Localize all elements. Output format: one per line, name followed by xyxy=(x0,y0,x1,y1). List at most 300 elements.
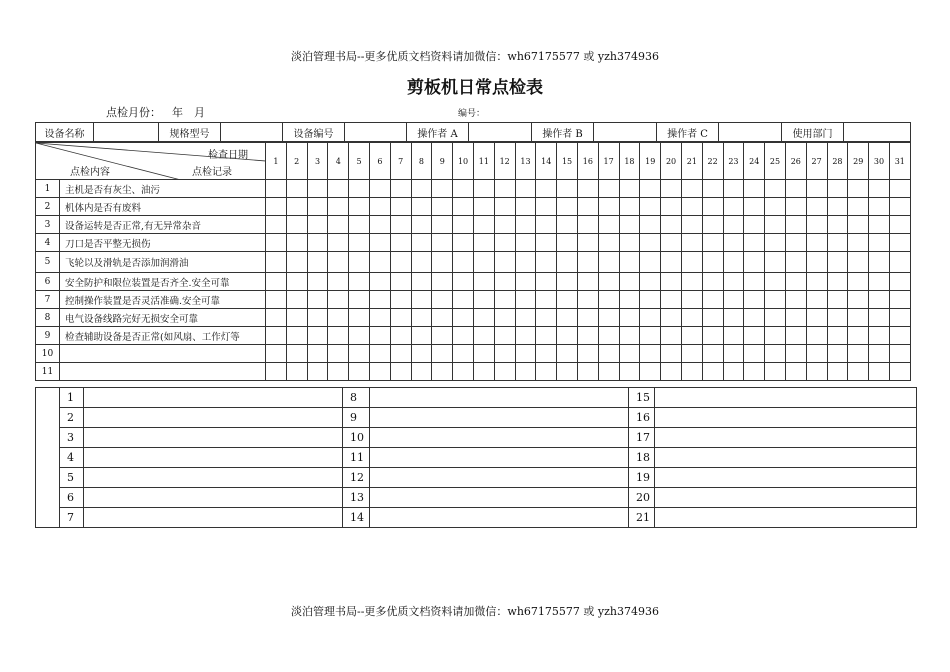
check-cell[interactable] xyxy=(557,345,578,363)
check-cell[interactable] xyxy=(494,327,515,345)
check-cell[interactable] xyxy=(369,291,390,309)
check-cell[interactable] xyxy=(765,363,786,381)
check-cell[interactable] xyxy=(702,309,723,327)
check-cell[interactable] xyxy=(785,180,806,198)
check-cell[interactable] xyxy=(515,291,536,309)
check-cell[interactable] xyxy=(619,234,640,252)
check-cell[interactable] xyxy=(432,252,453,273)
check-cell[interactable] xyxy=(494,180,515,198)
check-cell[interactable] xyxy=(536,327,557,345)
check-cell[interactable] xyxy=(640,180,661,198)
check-cell[interactable] xyxy=(494,309,515,327)
check-cell[interactable] xyxy=(869,273,890,291)
remark-entry[interactable] xyxy=(370,468,629,488)
check-cell[interactable] xyxy=(827,345,848,363)
check-cell[interactable] xyxy=(307,216,328,234)
check-cell[interactable] xyxy=(661,327,682,345)
check-cell[interactable] xyxy=(411,273,432,291)
check-cell[interactable] xyxy=(286,252,307,273)
value-operator-c[interactable] xyxy=(719,123,782,142)
check-cell[interactable] xyxy=(494,234,515,252)
value-equipment-name[interactable] xyxy=(94,123,159,142)
check-cell[interactable] xyxy=(577,198,598,216)
check-cell[interactable] xyxy=(827,327,848,345)
check-cell[interactable] xyxy=(536,216,557,234)
check-cell[interactable] xyxy=(349,291,370,309)
check-cell[interactable] xyxy=(577,234,598,252)
check-cell[interactable] xyxy=(473,291,494,309)
check-cell[interactable] xyxy=(848,309,869,327)
check-cell[interactable] xyxy=(723,291,744,309)
check-cell[interactable] xyxy=(266,252,287,273)
check-cell[interactable] xyxy=(869,234,890,252)
check-cell[interactable] xyxy=(785,234,806,252)
check-cell[interactable] xyxy=(328,309,349,327)
check-cell[interactable] xyxy=(411,327,432,345)
check-cell[interactable] xyxy=(681,327,702,345)
check-cell[interactable] xyxy=(557,234,578,252)
check-cell[interactable] xyxy=(640,216,661,234)
check-cell[interactable] xyxy=(536,363,557,381)
check-cell[interactable] xyxy=(286,234,307,252)
check-cell[interactable] xyxy=(536,180,557,198)
check-cell[interactable] xyxy=(286,198,307,216)
check-cell[interactable] xyxy=(640,309,661,327)
check-cell[interactable] xyxy=(266,234,287,252)
check-cell[interactable] xyxy=(369,273,390,291)
check-cell[interactable] xyxy=(307,345,328,363)
check-cell[interactable] xyxy=(536,291,557,309)
check-cell[interactable] xyxy=(744,327,765,345)
check-cell[interactable] xyxy=(827,216,848,234)
check-cell[interactable] xyxy=(349,198,370,216)
check-cell[interactable] xyxy=(598,363,619,381)
remark-entry[interactable] xyxy=(370,488,629,508)
check-cell[interactable] xyxy=(369,363,390,381)
check-cell[interactable] xyxy=(723,345,744,363)
check-cell[interactable] xyxy=(619,291,640,309)
check-cell[interactable] xyxy=(785,252,806,273)
check-cell[interactable] xyxy=(806,180,827,198)
check-cell[interactable] xyxy=(328,327,349,345)
value-operator-a[interactable] xyxy=(469,123,532,142)
check-cell[interactable] xyxy=(723,327,744,345)
check-cell[interactable] xyxy=(702,273,723,291)
check-cell[interactable] xyxy=(702,363,723,381)
check-cell[interactable] xyxy=(765,252,786,273)
check-cell[interactable] xyxy=(806,309,827,327)
check-cell[interactable] xyxy=(286,216,307,234)
check-cell[interactable] xyxy=(661,345,682,363)
check-cell[interactable] xyxy=(702,252,723,273)
check-cell[interactable] xyxy=(577,345,598,363)
check-cell[interactable] xyxy=(827,309,848,327)
check-cell[interactable] xyxy=(557,309,578,327)
check-cell[interactable] xyxy=(432,327,453,345)
remark-entry[interactable] xyxy=(370,408,629,428)
check-cell[interactable] xyxy=(661,363,682,381)
remark-entry[interactable] xyxy=(370,428,629,448)
check-cell[interactable] xyxy=(765,234,786,252)
check-cell[interactable] xyxy=(848,345,869,363)
check-cell[interactable] xyxy=(411,198,432,216)
check-cell[interactable] xyxy=(557,291,578,309)
check-cell[interactable] xyxy=(744,309,765,327)
check-cell[interactable] xyxy=(390,180,411,198)
check-cell[interactable] xyxy=(494,216,515,234)
check-cell[interactable] xyxy=(785,291,806,309)
check-cell[interactable] xyxy=(432,216,453,234)
check-cell[interactable] xyxy=(661,252,682,273)
check-cell[interactable] xyxy=(869,327,890,345)
remark-entry[interactable] xyxy=(655,428,917,448)
check-cell[interactable] xyxy=(349,309,370,327)
check-cell[interactable] xyxy=(889,180,910,198)
check-cell[interactable] xyxy=(723,234,744,252)
check-cell[interactable] xyxy=(640,234,661,252)
check-cell[interactable] xyxy=(286,363,307,381)
check-cell[interactable] xyxy=(473,327,494,345)
check-cell[interactable] xyxy=(619,327,640,345)
check-cell[interactable] xyxy=(681,252,702,273)
remark-entry[interactable] xyxy=(655,508,917,528)
check-cell[interactable] xyxy=(266,291,287,309)
check-cell[interactable] xyxy=(681,234,702,252)
check-cell[interactable] xyxy=(349,234,370,252)
check-cell[interactable] xyxy=(806,198,827,216)
check-cell[interactable] xyxy=(681,216,702,234)
check-cell[interactable] xyxy=(266,216,287,234)
check-cell[interactable] xyxy=(765,273,786,291)
check-cell[interactable] xyxy=(702,345,723,363)
check-cell[interactable] xyxy=(349,327,370,345)
check-cell[interactable] xyxy=(307,291,328,309)
remark-entry[interactable] xyxy=(84,428,343,448)
check-cell[interactable] xyxy=(681,291,702,309)
check-cell[interactable] xyxy=(307,252,328,273)
check-cell[interactable] xyxy=(494,198,515,216)
check-cell[interactable] xyxy=(432,180,453,198)
check-cell[interactable] xyxy=(619,180,640,198)
value-equipment-no[interactable] xyxy=(345,123,407,142)
check-cell[interactable] xyxy=(889,216,910,234)
check-cell[interactable] xyxy=(806,252,827,273)
check-cell[interactable] xyxy=(640,252,661,273)
check-cell[interactable] xyxy=(744,252,765,273)
check-cell[interactable] xyxy=(557,216,578,234)
check-cell[interactable] xyxy=(889,327,910,345)
check-cell[interactable] xyxy=(640,327,661,345)
check-cell[interactable] xyxy=(307,180,328,198)
check-cell[interactable] xyxy=(869,216,890,234)
check-cell[interactable] xyxy=(640,345,661,363)
check-cell[interactable] xyxy=(515,327,536,345)
check-cell[interactable] xyxy=(640,198,661,216)
check-cell[interactable] xyxy=(619,363,640,381)
check-cell[interactable] xyxy=(536,309,557,327)
check-cell[interactable] xyxy=(328,234,349,252)
check-cell[interactable] xyxy=(827,198,848,216)
check-cell[interactable] xyxy=(557,180,578,198)
check-cell[interactable] xyxy=(536,198,557,216)
check-cell[interactable] xyxy=(349,216,370,234)
check-cell[interactable] xyxy=(785,363,806,381)
check-cell[interactable] xyxy=(889,198,910,216)
check-cell[interactable] xyxy=(723,363,744,381)
check-cell[interactable] xyxy=(827,273,848,291)
check-cell[interactable] xyxy=(744,234,765,252)
check-cell[interactable] xyxy=(848,234,869,252)
check-cell[interactable] xyxy=(744,345,765,363)
remark-entry[interactable] xyxy=(655,408,917,428)
check-cell[interactable] xyxy=(369,309,390,327)
check-cell[interactable] xyxy=(369,345,390,363)
check-cell[interactable] xyxy=(661,273,682,291)
check-cell[interactable] xyxy=(390,345,411,363)
check-cell[interactable] xyxy=(806,216,827,234)
remark-entry[interactable] xyxy=(84,448,343,468)
check-cell[interactable] xyxy=(557,363,578,381)
check-cell[interactable] xyxy=(681,309,702,327)
check-cell[interactable] xyxy=(494,363,515,381)
check-cell[interactable] xyxy=(307,327,328,345)
check-cell[interactable] xyxy=(369,180,390,198)
check-cell[interactable] xyxy=(848,180,869,198)
check-cell[interactable] xyxy=(390,252,411,273)
check-cell[interactable] xyxy=(349,363,370,381)
check-cell[interactable] xyxy=(411,252,432,273)
check-cell[interactable] xyxy=(453,327,474,345)
check-cell[interactable] xyxy=(869,363,890,381)
check-cell[interactable] xyxy=(765,198,786,216)
check-cell[interactable] xyxy=(515,363,536,381)
check-cell[interactable] xyxy=(453,216,474,234)
check-cell[interactable] xyxy=(453,234,474,252)
check-cell[interactable] xyxy=(598,345,619,363)
check-cell[interactable] xyxy=(640,363,661,381)
check-cell[interactable] xyxy=(598,252,619,273)
check-cell[interactable] xyxy=(266,198,287,216)
check-cell[interactable] xyxy=(557,273,578,291)
check-cell[interactable] xyxy=(661,180,682,198)
check-cell[interactable] xyxy=(848,291,869,309)
check-cell[interactable] xyxy=(473,345,494,363)
check-cell[interactable] xyxy=(869,198,890,216)
check-cell[interactable] xyxy=(390,327,411,345)
check-cell[interactable] xyxy=(806,327,827,345)
check-cell[interactable] xyxy=(889,363,910,381)
check-cell[interactable] xyxy=(390,198,411,216)
check-cell[interactable] xyxy=(869,180,890,198)
check-cell[interactable] xyxy=(349,345,370,363)
check-cell[interactable] xyxy=(515,273,536,291)
check-cell[interactable] xyxy=(744,363,765,381)
remark-entry[interactable] xyxy=(655,468,917,488)
check-cell[interactable] xyxy=(369,252,390,273)
check-cell[interactable] xyxy=(515,198,536,216)
check-cell[interactable] xyxy=(453,309,474,327)
check-cell[interactable] xyxy=(765,309,786,327)
check-cell[interactable] xyxy=(515,252,536,273)
check-cell[interactable] xyxy=(827,180,848,198)
check-cell[interactable] xyxy=(328,180,349,198)
check-cell[interactable] xyxy=(453,345,474,363)
check-cell[interactable] xyxy=(411,363,432,381)
check-cell[interactable] xyxy=(889,252,910,273)
check-cell[interactable] xyxy=(432,363,453,381)
check-cell[interactable] xyxy=(765,327,786,345)
check-cell[interactable] xyxy=(328,363,349,381)
check-cell[interactable] xyxy=(349,180,370,198)
check-cell[interactable] xyxy=(266,273,287,291)
check-cell[interactable] xyxy=(598,198,619,216)
check-cell[interactable] xyxy=(473,363,494,381)
remark-entry[interactable] xyxy=(84,408,343,428)
check-cell[interactable] xyxy=(619,345,640,363)
check-cell[interactable] xyxy=(453,198,474,216)
check-cell[interactable] xyxy=(369,327,390,345)
check-cell[interactable] xyxy=(661,291,682,309)
check-cell[interactable] xyxy=(473,252,494,273)
check-cell[interactable] xyxy=(661,234,682,252)
check-cell[interactable] xyxy=(536,345,557,363)
remark-entry[interactable] xyxy=(84,468,343,488)
remark-entry[interactable] xyxy=(370,508,629,528)
check-cell[interactable] xyxy=(619,198,640,216)
check-cell[interactable] xyxy=(848,363,869,381)
check-cell[interactable] xyxy=(889,309,910,327)
check-cell[interactable] xyxy=(390,273,411,291)
check-cell[interactable] xyxy=(640,273,661,291)
check-cell[interactable] xyxy=(889,273,910,291)
check-cell[interactable] xyxy=(577,252,598,273)
check-cell[interactable] xyxy=(827,291,848,309)
check-cell[interactable] xyxy=(577,363,598,381)
check-cell[interactable] xyxy=(473,180,494,198)
check-cell[interactable] xyxy=(328,252,349,273)
check-cell[interactable] xyxy=(681,363,702,381)
check-cell[interactable] xyxy=(577,291,598,309)
remark-entry[interactable] xyxy=(370,448,629,468)
check-cell[interactable] xyxy=(806,345,827,363)
check-cell[interactable] xyxy=(744,216,765,234)
check-cell[interactable] xyxy=(390,216,411,234)
check-cell[interactable] xyxy=(869,291,890,309)
check-cell[interactable] xyxy=(494,252,515,273)
check-cell[interactable] xyxy=(598,291,619,309)
check-cell[interactable] xyxy=(765,216,786,234)
remark-entry[interactable] xyxy=(655,448,917,468)
check-cell[interactable] xyxy=(453,252,474,273)
check-cell[interactable] xyxy=(702,234,723,252)
check-cell[interactable] xyxy=(744,198,765,216)
check-cell[interactable] xyxy=(473,198,494,216)
check-cell[interactable] xyxy=(702,216,723,234)
check-cell[interactable] xyxy=(723,180,744,198)
check-cell[interactable] xyxy=(681,345,702,363)
check-cell[interactable] xyxy=(328,345,349,363)
check-cell[interactable] xyxy=(307,234,328,252)
check-cell[interactable] xyxy=(806,234,827,252)
check-cell[interactable] xyxy=(286,345,307,363)
check-cell[interactable] xyxy=(286,180,307,198)
check-cell[interactable] xyxy=(806,363,827,381)
check-cell[interactable] xyxy=(411,291,432,309)
check-cell[interactable] xyxy=(453,180,474,198)
check-cell[interactable] xyxy=(286,291,307,309)
check-cell[interactable] xyxy=(723,252,744,273)
check-cell[interactable] xyxy=(328,273,349,291)
check-cell[interactable] xyxy=(889,345,910,363)
value-department[interactable] xyxy=(844,123,911,142)
check-cell[interactable] xyxy=(577,327,598,345)
check-cell[interactable] xyxy=(411,345,432,363)
check-cell[interactable] xyxy=(432,273,453,291)
check-cell[interactable] xyxy=(390,363,411,381)
check-cell[interactable] xyxy=(827,234,848,252)
check-cell[interactable] xyxy=(848,327,869,345)
check-cell[interactable] xyxy=(640,291,661,309)
check-cell[interactable] xyxy=(266,180,287,198)
check-cell[interactable] xyxy=(785,273,806,291)
check-cell[interactable] xyxy=(349,252,370,273)
remark-entry[interactable] xyxy=(655,488,917,508)
check-cell[interactable] xyxy=(661,198,682,216)
check-cell[interactable] xyxy=(536,234,557,252)
check-cell[interactable] xyxy=(723,273,744,291)
check-cell[interactable] xyxy=(390,234,411,252)
check-cell[interactable] xyxy=(577,216,598,234)
remark-entry[interactable] xyxy=(655,388,917,408)
check-cell[interactable] xyxy=(432,291,453,309)
check-cell[interactable] xyxy=(619,309,640,327)
check-cell[interactable] xyxy=(869,252,890,273)
check-cell[interactable] xyxy=(744,291,765,309)
check-cell[interactable] xyxy=(889,291,910,309)
check-cell[interactable] xyxy=(765,291,786,309)
remark-entry[interactable] xyxy=(84,508,343,528)
remark-entry[interactable] xyxy=(84,488,343,508)
check-cell[interactable] xyxy=(598,309,619,327)
check-cell[interactable] xyxy=(827,363,848,381)
check-cell[interactable] xyxy=(515,345,536,363)
check-cell[interactable] xyxy=(494,273,515,291)
check-cell[interactable] xyxy=(869,309,890,327)
check-cell[interactable] xyxy=(307,363,328,381)
check-cell[interactable] xyxy=(411,216,432,234)
check-cell[interactable] xyxy=(702,198,723,216)
check-cell[interactable] xyxy=(557,198,578,216)
check-cell[interactable] xyxy=(889,234,910,252)
check-cell[interactable] xyxy=(411,309,432,327)
check-cell[interactable] xyxy=(619,216,640,234)
check-cell[interactable] xyxy=(453,291,474,309)
check-cell[interactable] xyxy=(286,309,307,327)
value-spec-model[interactable] xyxy=(221,123,283,142)
check-cell[interactable] xyxy=(328,198,349,216)
check-cell[interactable] xyxy=(369,216,390,234)
check-cell[interactable] xyxy=(785,198,806,216)
check-cell[interactable] xyxy=(869,345,890,363)
check-cell[interactable] xyxy=(848,198,869,216)
remark-entry[interactable] xyxy=(84,388,343,408)
check-cell[interactable] xyxy=(515,180,536,198)
check-cell[interactable] xyxy=(557,252,578,273)
check-cell[interactable] xyxy=(473,216,494,234)
check-cell[interactable] xyxy=(557,327,578,345)
check-cell[interactable] xyxy=(432,198,453,216)
check-cell[interactable] xyxy=(598,327,619,345)
